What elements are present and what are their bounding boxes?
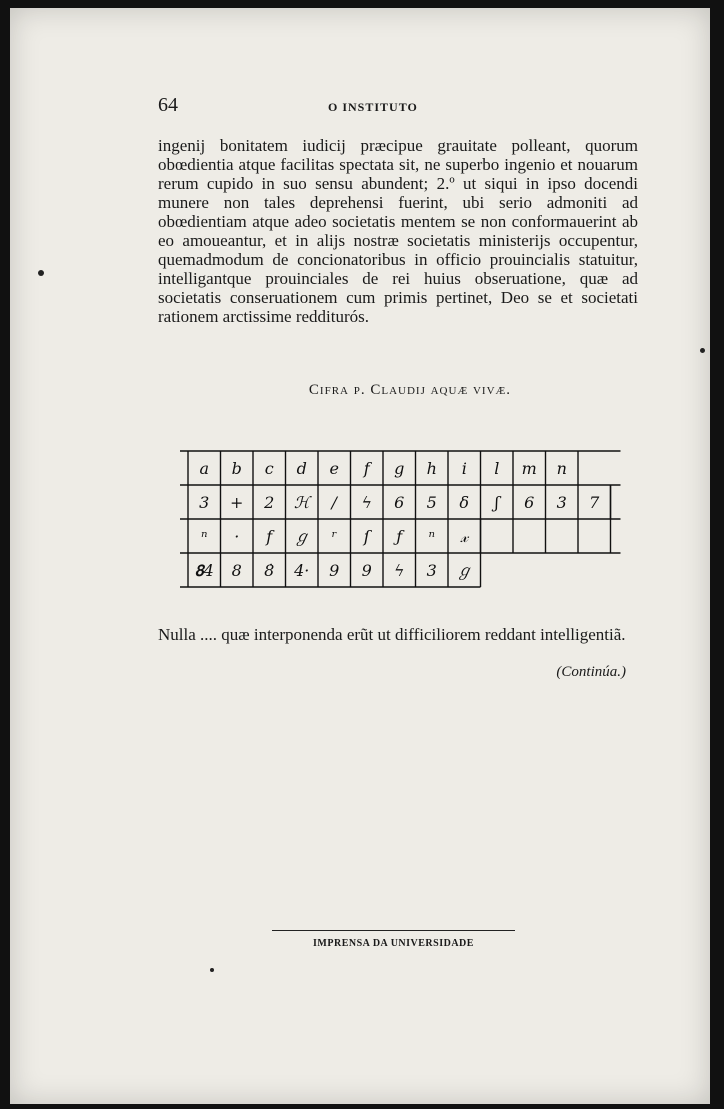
cipher-symbol: ϟ [361,493,373,512]
cipher-symbol: d [296,459,307,478]
cipher-symbol: e [329,459,339,478]
cipher-symbol: h [426,459,437,478]
cipher-symbol: 3 [426,561,437,580]
page-speck [38,270,44,276]
cipher-symbol: f [363,459,370,478]
page-number: 64 [158,94,178,116]
cipher-symbol: δ [459,493,470,512]
page-header [158,94,638,118]
cipher-symbol: ϟ [393,561,405,580]
cipher-title [170,382,650,399]
running-title: O INSTITUTO [328,100,418,114]
cipher-symbol: 𝟖4 [194,561,214,580]
cipher-symbol: 9 [361,561,372,580]
cipher-symbol: g [394,459,405,478]
cipher-symbol: m [521,459,537,478]
cipher-title-lead: Cifra p. [308,382,371,398]
closing-line: Nulla .... quæ interponenda erũt ut difficiliorem reddant intelligentiã. [158,625,626,644]
page-speck [700,348,705,353]
body-paragraph: ingenij bonitatem iudicij præcipue grauitate polleant, quorum obœdientia atque facilitas spectata sit, ne superbo ingenio et nouarum rerum cupido in suo sensu abundent; 2.º ut siqui in ipso docendi munere non tales deprehensi fuerint, ubi serio admoniti ad obœdientiam atque adeo societatis mentem se non conformauerint ab eo amoueantur, et in alijs nostræ societatis ministerijs occupentur, quemadmodum de concionatoribus in officio prouincialis statuitur, intelligantque prouinciales de rei huius obseruatione, quæ ad societatis conseruationem cum primis pertinet, Deo se et societati rationem arctissime redditurós. [158,136,638,326]
cipher-symbol: 6 [394,493,405,512]
cipher-symbol: 8̇ [264,561,275,580]
cipher-symbol: · [234,527,240,546]
cipher-symbol: / [331,493,337,512]
cipher-symbol: ʃ [494,493,499,512]
cipher-symbol: ⁿ [428,527,435,546]
imprint: IMPRENSA DA UNIVERSIDADE [313,938,474,949]
cipher-symbol: 9 [329,561,340,580]
cipher-symbol: 𝓍 [460,527,469,546]
imprint-rule [272,930,515,931]
cipher-symbol: ℊ [456,561,473,580]
cipher-symbol: b [231,459,242,478]
cipher-symbol: ⁿ [201,527,208,546]
cipher-symbol: 2 [264,493,275,512]
cipher-symbol: ℊ [293,527,310,546]
cipher-symbol: 8 [231,561,242,580]
cipher-symbol: c [264,459,274,478]
cipher-symbol: 3 [199,493,210,512]
cipher-symbol: 7 [589,493,600,512]
cipher-symbol: f [266,527,273,546]
cipher-symbol: n [556,459,567,478]
cipher-symbol: 6 [524,493,535,512]
cipher-symbol: ʳ [331,527,338,546]
book-page [10,8,710,1104]
cipher-symbol: ſ [363,527,370,546]
cipher-symbol: l [494,459,500,478]
cipher-symbol: 3 [556,493,567,512]
cipher-symbol: ℋ [293,493,310,512]
page-speck [210,968,214,972]
cipher-symbol: i [461,459,467,478]
cipher-symbol: + [230,493,244,512]
continua-note: (Continúa.) [556,664,626,680]
cipher-title-name: Claudij aquæ vivæ. [370,382,512,398]
cipher-symbol: 5 [426,493,437,512]
cipher-symbol: ƒ [396,527,403,546]
cipher-symbol: 4· [294,561,310,580]
cipher-symbol: a [199,459,210,478]
cipher-table [170,443,630,593]
